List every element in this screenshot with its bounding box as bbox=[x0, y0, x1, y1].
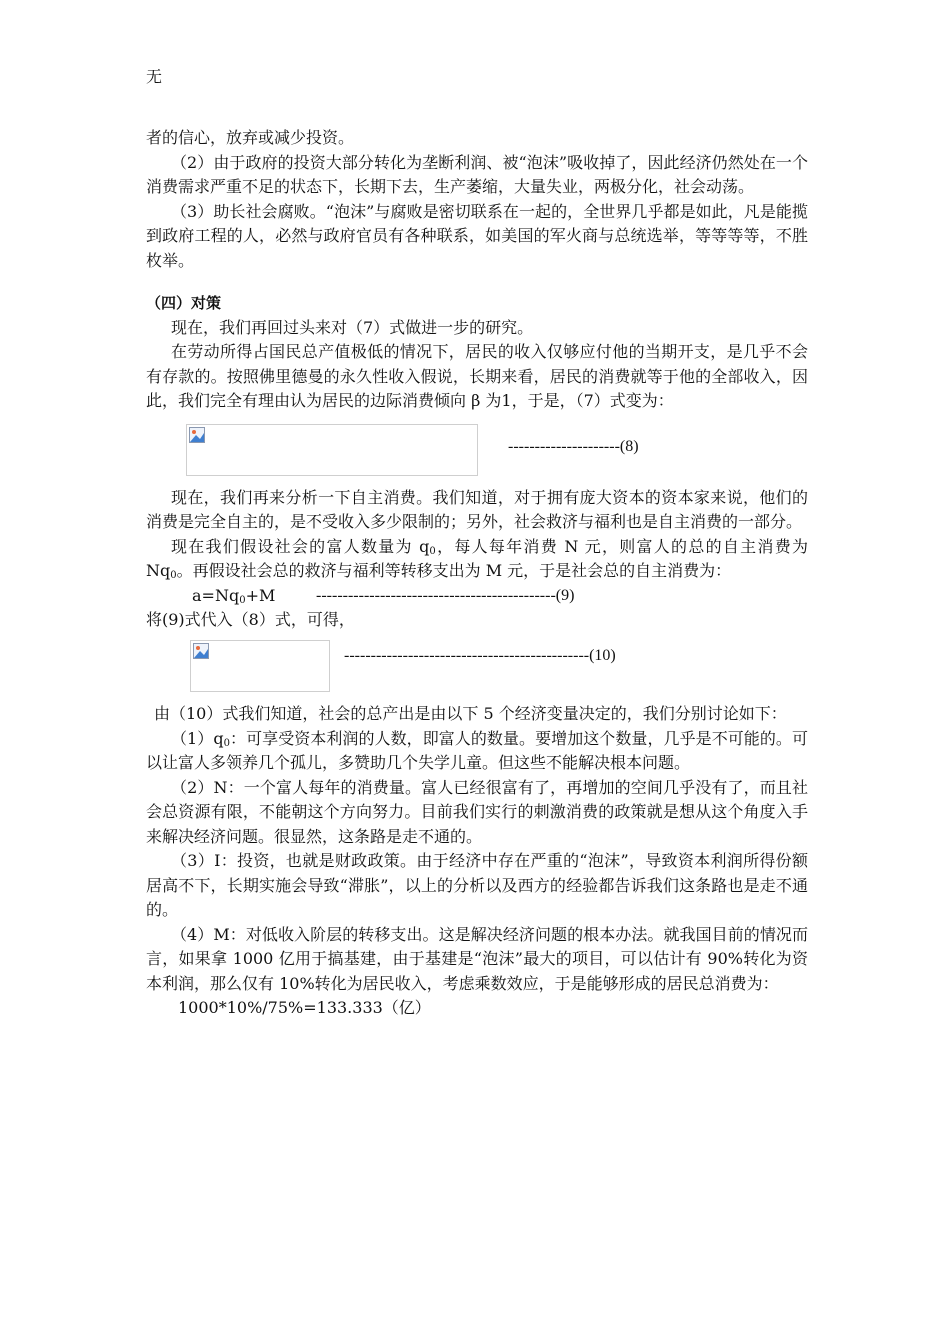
paragraph: （3）助长社会腐败。“泡沫”与腐败是密切联系在一起的，全世界几乎都是如此，凡是能揽到政府工程的人，必然与政府官员有各种联系，如美国的军火商与总统选举，等等等等，不胜枚举。 bbox=[146, 201, 808, 270]
section-heading: （四）对策 bbox=[146, 294, 222, 312]
paragraph: 者的信心，放弃或减少投资。 bbox=[146, 128, 355, 147]
list-item: $(1)q_0$：可享受资本利润的人数，即富人的数量。要增加这个数量，几乎是不可能的。可以让富人多领养几个孤儿，多赞助几个失学儿童。但这些不能解决根本问题。 bbox=[146, 728, 808, 772]
equation-9-number: ---------------------------------------------(9) bbox=[316, 586, 575, 604]
paragraph: 现在，我们再来分析一下自主消费。我们知道，对于拥有庞大资本的资本家来说，他们的消费是完全自主的，是不受收入多少限制的；另外，社会救济与福利也是自主消费的一部分。 bbox=[146, 487, 808, 531]
equation-8-number: ---------------------(8) bbox=[508, 437, 639, 455]
broken-image-icon bbox=[193, 643, 209, 659]
paragraph: 现在，我们再回过头来对（7）式做进一步的研究。 bbox=[171, 317, 534, 337]
list-item: （3）I：投资，也就是财政政策。由于经济中存在严重的“泡沫”，导致资本利润所得份额居高不下，长期实施会导致“滞胀”，以上的分析以及西方的经验都告诉我们这条路也是走不通的。 bbox=[146, 851, 808, 919]
equation-10-image-placeholder bbox=[190, 640, 330, 692]
equation-9-row bbox=[146, 584, 808, 608]
final-formula: 1000*10%/75%=133.333（亿） bbox=[178, 998, 431, 1017]
paragraph: 由（10）式我们知道，社会的总产出是由以下 5 个经济变量决定的，我们分别讨论如下： bbox=[154, 704, 787, 723]
list-item: （2）N：一个富人每年的消费量。富人已经很富有了，再增加的空间几乎没有了，而且社会总资源有限，不能朝这个方向努力。目前我们实行的刺激消费的政策就是想从这个角度入手来解决经济问题。很显然，这条路是走不通的。 bbox=[146, 777, 808, 846]
paragraph: 在劳动所得占国民总产值极低的情况下，居民的收入仅够应付他的当期开支，是几乎不会有存款的。按照佛里德曼的永久性收入假说，长期来看，居民的消费就等于他的全部收入，因此，我们完全有理由认为居民的边际消费倾向 β 为1，于是，（7）式变为： bbox=[146, 342, 808, 410]
equation-8-image-placeholder bbox=[186, 424, 478, 476]
equation-10-row bbox=[146, 638, 808, 694]
page-header: 无 bbox=[146, 67, 163, 86]
paragraph: 将(9)式代入（8）式，可得， bbox=[146, 609, 355, 629]
paragraph: （2）由于政府的投资大部分转化为垄断利润、被“泡沫”吸收掉了，因此经济仍然处在一个消费需求严重不足的状态下，长期下去，生产萎缩，大量失业，两极分化，社会动荡。 bbox=[146, 152, 808, 196]
broken-image-icon bbox=[189, 427, 205, 443]
list-item: （4）M：对低收入阶层的转移支出。这是解决经济问题的根本办法。就我国目前的情况而言，如果拿 1000 亿用于搞基建，由于基建是“泡沫”最大的项目，可以估计有 90%转化为资本利润，那么仅有 10%转化为居民收入，考虑乘数效应，于是能够形成的居民总消费为： bbox=[146, 924, 808, 993]
paragraph: 现在我们假设社会的富人数量为 $q_0$，每人每年消费 N 元，则富人的总的自主消费为 $Nq_0$。再假设社会总的救济与福利等转移支出为 M 元，于是社会总的自主消费为： bbox=[146, 536, 808, 581]
equation-8-row bbox=[146, 420, 808, 478]
equation-10-number: ----------------------------------------------(10) bbox=[344, 647, 616, 664]
equation-9-formula: $a=Nq_0+M$ bbox=[192, 585, 276, 606]
document-body bbox=[146, 126, 808, 1021]
